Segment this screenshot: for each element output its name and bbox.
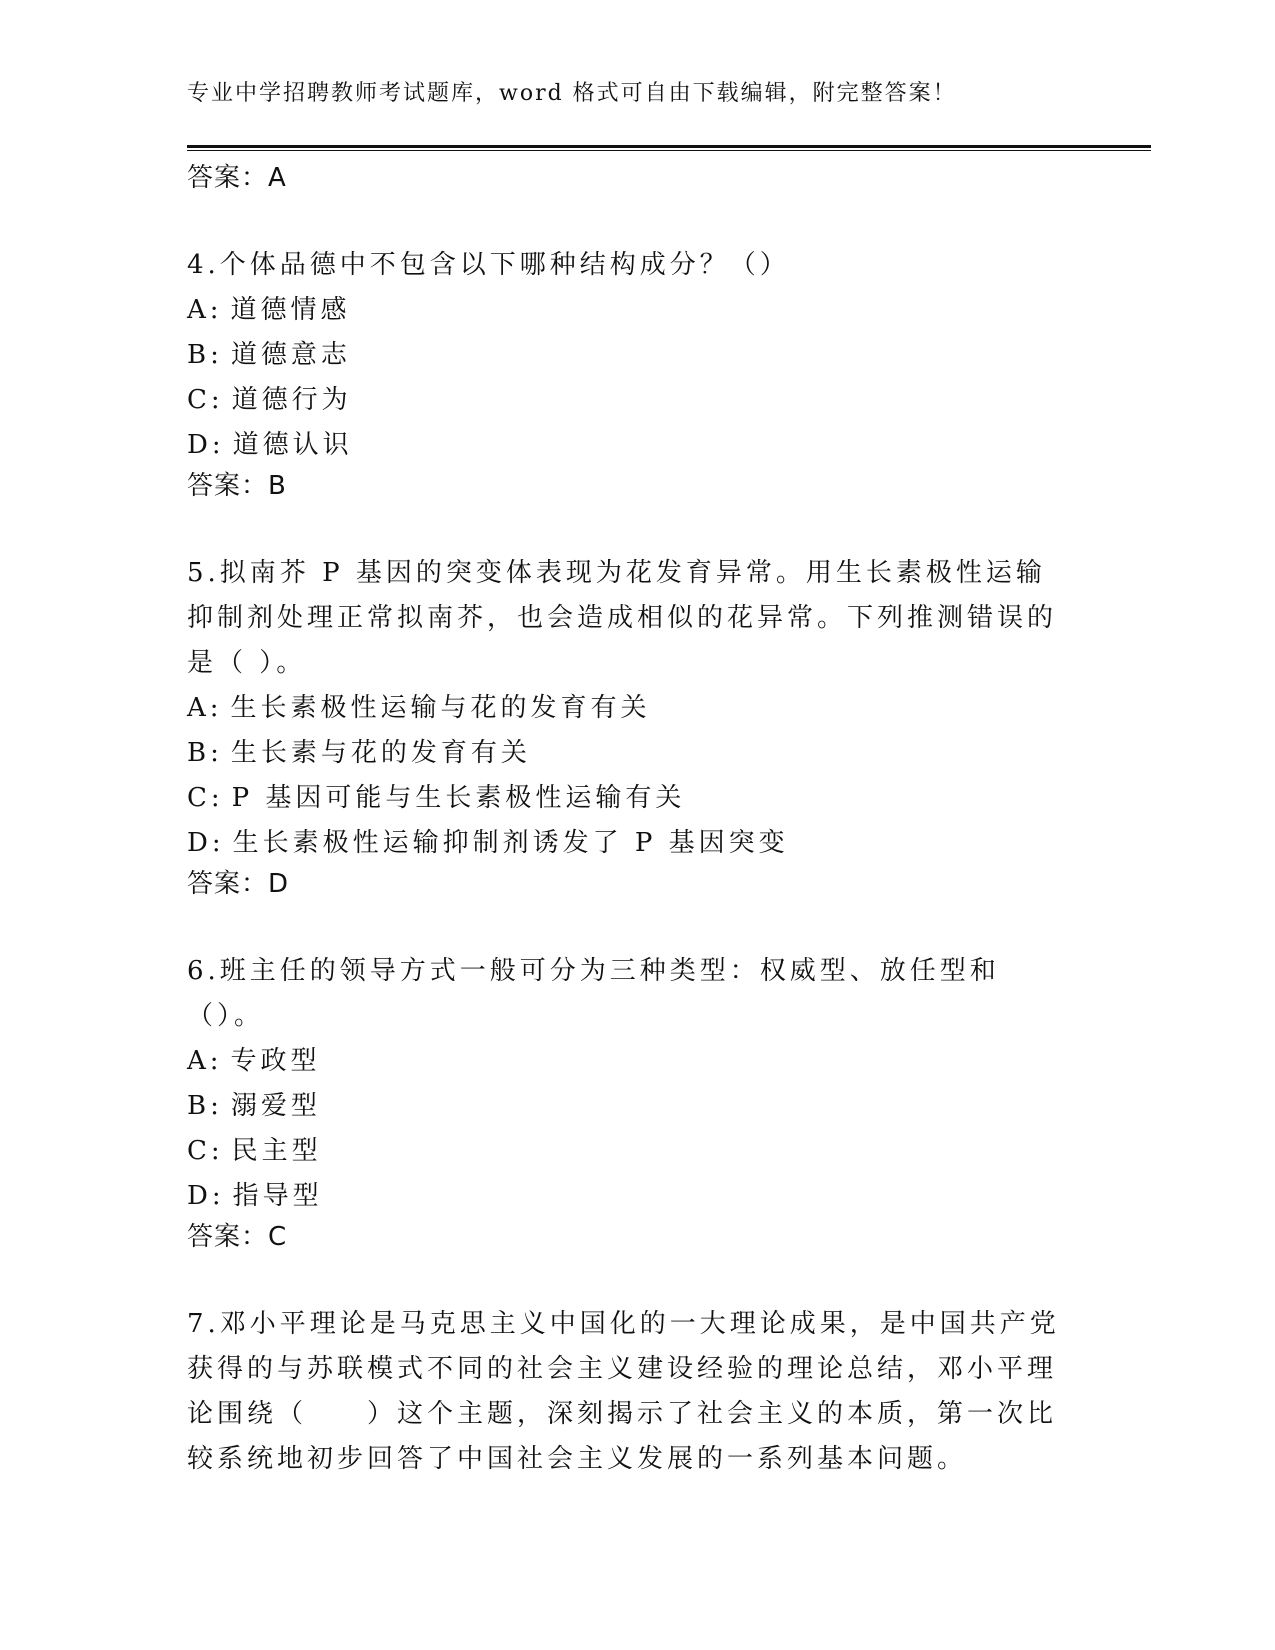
question-stem: 5.拟南芥 P 基因的突变体表现为花发育异常。用生长素极性运输抑制剂处理正常拟南芥，也会造成相似的花异常。下列推测错误的是（ ）。 bbox=[187, 558, 1058, 678]
option-text: 民主型 bbox=[231, 1136, 322, 1166]
question-stem: 7.邓小平理论是马克思主义中国化的一大理论成果，是中国共产党获得的与苏联模式不同的社会主义建设经验的理论总结，邓小平理论围绕（ ）这个主题，深刻揭示了社会主义的本质，第一次比较系统地初步回答了中国社会主义发展的一系列基本问题。 bbox=[187, 1309, 1060, 1474]
question-stem: 4.个体品德中不包含以下哪种结构成分？（） bbox=[187, 250, 790, 280]
option-text: 道德认识 bbox=[232, 430, 353, 460]
option-a bbox=[187, 1039, 1067, 1084]
option-text: 溺爱型 bbox=[230, 1091, 321, 1121]
option-text: 指导型 bbox=[232, 1181, 323, 1211]
header-rule-thin bbox=[187, 150, 1151, 151]
option-key: C: bbox=[187, 1136, 224, 1166]
option-d bbox=[187, 423, 1067, 468]
option-text: 道德意志 bbox=[230, 340, 351, 370]
option-text: 生长素极性运输与花的发育有关 bbox=[230, 693, 651, 723]
answer-q3: 答案：A bbox=[187, 163, 287, 193]
page-header-text: 专业中学招聘教师考试题库，word 格式可自由下载编辑，附完整答案！ bbox=[187, 81, 957, 106]
option-d bbox=[187, 821, 1067, 866]
option-key: D: bbox=[187, 1181, 225, 1211]
option-key: C: bbox=[187, 385, 224, 415]
option-text: 专政型 bbox=[230, 1046, 321, 1076]
question-stem: 6.班主任的领导方式一般可分为三种类型：权威型、放任型和（）。 bbox=[187, 956, 1000, 1031]
header-rule-thick bbox=[187, 145, 1151, 148]
option-text: 生长素与花的发育有关 bbox=[230, 738, 531, 768]
option-a bbox=[187, 686, 1067, 731]
option-key: A: bbox=[187, 1046, 223, 1076]
option-text: P 基因可能与生长素极性运输有关 bbox=[231, 783, 686, 813]
question-5 bbox=[187, 551, 1067, 910]
option-d bbox=[187, 1174, 1067, 1219]
option-key: B: bbox=[187, 340, 223, 370]
question-content bbox=[187, 160, 1067, 1482]
option-key: A: bbox=[187, 693, 223, 723]
option-key: D: bbox=[187, 828, 225, 858]
option-c bbox=[187, 776, 1067, 821]
question-4 bbox=[187, 243, 1067, 512]
answer-q5: 答案：D bbox=[187, 869, 290, 899]
option-key: B: bbox=[187, 1091, 223, 1121]
option-c bbox=[187, 1129, 1067, 1174]
option-text: 道德行为 bbox=[231, 385, 352, 415]
option-key: B: bbox=[187, 738, 223, 768]
option-key: D: bbox=[187, 430, 225, 460]
question-7 bbox=[187, 1302, 1067, 1482]
option-text: 道德情感 bbox=[230, 295, 351, 325]
option-key: C: bbox=[187, 783, 224, 813]
answer-q6: 答案：C bbox=[187, 1222, 288, 1252]
option-key: A: bbox=[187, 295, 223, 325]
option-a bbox=[187, 288, 1067, 333]
question-6 bbox=[187, 949, 1067, 1263]
option-c bbox=[187, 378, 1067, 423]
option-b bbox=[187, 731, 1067, 776]
option-b bbox=[187, 1084, 1067, 1129]
option-b bbox=[187, 333, 1067, 378]
answer-q4: 答案：B bbox=[187, 471, 287, 501]
option-text: 生长素极性运输抑制剂诱发了 P 基因突变 bbox=[232, 828, 789, 858]
